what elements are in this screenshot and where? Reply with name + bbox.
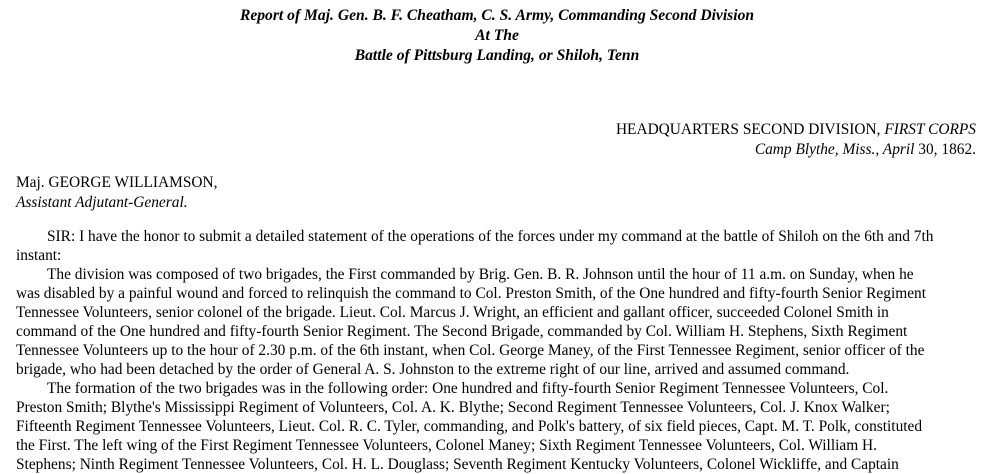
paragraph-2	[16, 265, 976, 379]
dateline-place-text: Camp Blythe, Miss., April	[754, 141, 915, 158]
title-line-1: Report of Maj. Gen. B. F. Cheatham, C. S. Army, Commanding Second Division	[239, 7, 755, 24]
text-line: Preston Smith; Blythe's Mississippi Regiment of Volunteers, Col. A. K. Blythe; Second Regiment Tennessee Volunteers, Col. J. Knox Walker;	[16, 399, 890, 416]
text-line: Stephens; Ninth Regiment Tennessee Volunteers, Col. H. L. Douglass; Seventh Regiment Kentucky Volunteers, Colonel Wickliffe, and Captain	[16, 456, 899, 473]
text-line: was disabled by a painful wound and forced to relinquish the command to Col. Preston Smith, of the One hundred and fifty-fourth Senior Regiment	[16, 285, 927, 302]
text-line: The formation of the two brigades was in the following order: One hundred and fifty-fourth Senior Regiment Tennessee Volunteers, Col.	[47, 380, 889, 397]
paragraph-1	[16, 227, 976, 265]
addressee-title	[16, 193, 217, 213]
addressee-title-text: Assistant Adjutant-General.	[16, 194, 188, 211]
text-line: The division was composed of two brigades, the First commanded by Brig. Gen. B. R. Johnson until the hour of 11 a.m. on Sunday, when he	[47, 266, 914, 283]
dateline	[616, 120, 976, 160]
title-line-3: Battle of Pittsburg Landing, or Shiloh, Tenn	[354, 47, 640, 64]
paragraph-3	[16, 379, 976, 474]
text-line: Tennessee Volunteers up to the hour of 2.30 p.m. of the 6th instant, when Col. George Maney, of the First Tennessee Regiment, senior officer of the	[16, 342, 925, 359]
dateline-heading	[616, 120, 976, 140]
title-line-2: At The	[475, 27, 519, 44]
text-line: SIR: I have the honor to submit a detailed statement of the operations of the forces under my command at the battle of Shiloh on the 6th and 7th	[47, 228, 934, 245]
text-line: brigade, who had been detached by the order of General A. S. Johnston to the extreme right of our line, arrived and assumed command.	[16, 361, 850, 378]
text-line: the First. The left wing of the First Regiment Tennessee Volunteers, Colonel Maney; Sixth Regiment Tennessee Volunteers, Col. William H.	[16, 437, 877, 454]
text-line: command of the One hundred and fifty-fourth Senior Regiment. The Second Brigade, commanded by Col. William H. Stephens, Sixth Regiment	[16, 323, 908, 340]
text-line: Tennessee Volunteers, senior colonel of the brigade. Lieut. Col. Marcus J. Wright, an efficient and gallant officer, succeeded Colonel Smith in	[16, 304, 889, 321]
report-body	[16, 227, 976, 474]
addressee	[16, 173, 217, 213]
text-line: instant:	[16, 247, 62, 264]
report-title	[0, 6, 994, 66]
dateline-day: 30, 1862.	[914, 141, 976, 158]
text-line: Fifteenth Regiment Tennessee Volunteers, Lieut. Col. R. C. Tyler, commanding, and Polk's battery, of six field pieces, Capt. M. T. Polk, constituted	[16, 418, 923, 435]
addressee-name: Maj. GEORGE WILLIAMSON,	[16, 174, 218, 191]
dateline-corps: FIRST CORPS	[884, 121, 976, 138]
dateline-place	[616, 140, 976, 160]
dateline-heading-text: HEADQUARTERS SECOND DIVISION,	[615, 121, 885, 138]
